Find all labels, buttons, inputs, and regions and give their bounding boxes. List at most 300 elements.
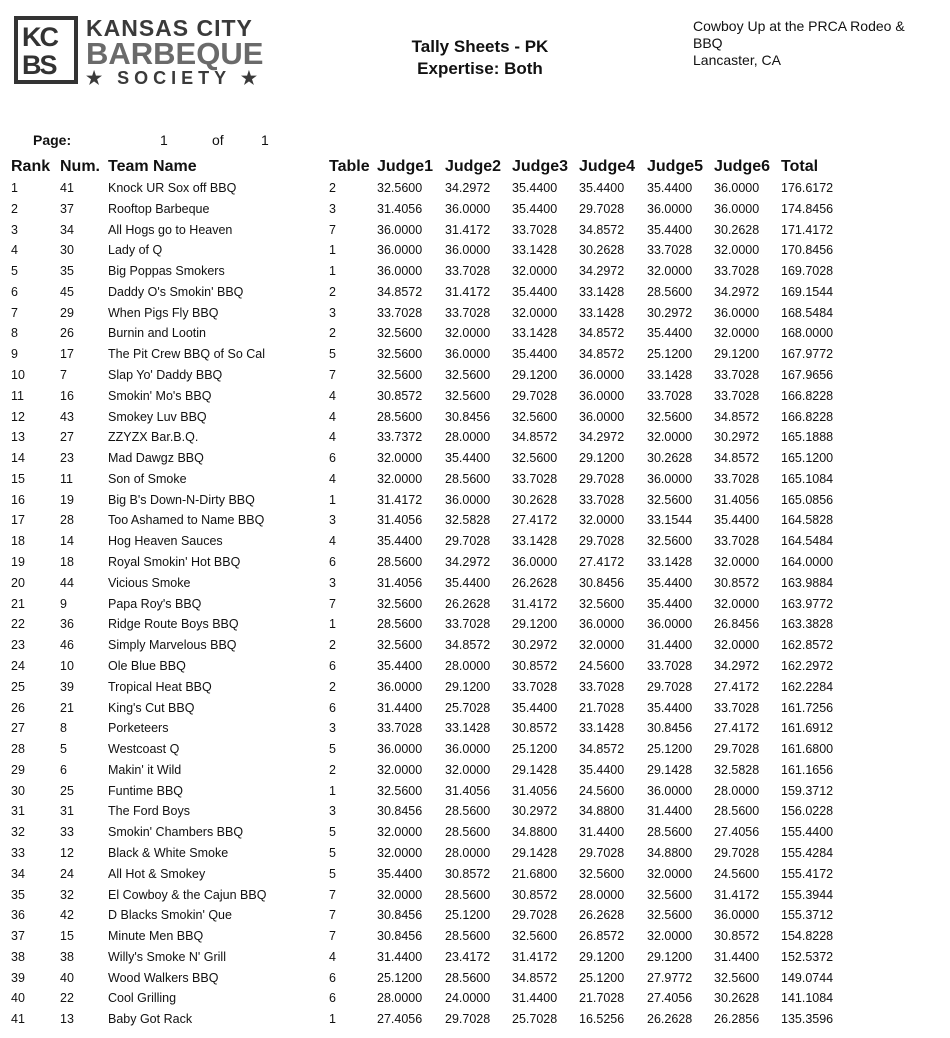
- cell-rank: 36: [11, 908, 25, 923]
- cell-table: 2: [329, 181, 336, 195]
- table-row: [0, 970, 950, 991]
- cell-j1: 28.0000: [377, 991, 423, 1006]
- cell-j2: 32.5600: [445, 368, 491, 383]
- table-row: [0, 679, 950, 700]
- cell-total: 155.3944: [781, 887, 834, 902]
- cell-j3: 30.8572: [512, 658, 558, 673]
- cell-j2: 32.0000: [445, 762, 491, 777]
- cell-table: 7: [329, 596, 336, 611]
- cell-rank: 30: [11, 783, 25, 798]
- table-row: [0, 887, 950, 908]
- cell-team: Hog Heaven Sauces: [108, 534, 223, 549]
- cell-j2: 29.7028: [445, 534, 491, 549]
- cell-num: 13: [60, 1012, 74, 1027]
- cell-team: Vicious Smoke: [108, 575, 191, 590]
- cell-total: 164.5828: [781, 513, 834, 528]
- cell-j2: 35.4400: [445, 575, 491, 590]
- cell-rank: 14: [11, 451, 25, 466]
- cell-j1: 32.0000: [377, 762, 423, 777]
- cell-j5: 35.4400: [647, 222, 693, 237]
- cell-j2: 25.7028: [445, 700, 491, 715]
- cell-j2: 36.0000: [445, 347, 491, 362]
- cell-team: Burnin and Lootin: [108, 326, 206, 341]
- cell-total: 165.1200: [781, 451, 834, 466]
- cell-rank: 19: [11, 555, 25, 570]
- cell-num: 32: [60, 887, 74, 902]
- cell-rank: 22: [11, 617, 25, 632]
- cell-j2: 34.2972: [445, 181, 491, 195]
- cell-num: 22: [60, 991, 74, 1006]
- cell-j6: 36.0000: [714, 181, 760, 195]
- cell-team: Funtime BBQ: [108, 783, 184, 798]
- cell-rank: 24: [11, 658, 25, 673]
- cell-j1: 36.0000: [377, 243, 423, 258]
- cell-j4: 30.8456: [579, 575, 625, 590]
- cell-team: Baby Got Rack: [108, 1012, 193, 1027]
- cell-j1: 27.4056: [377, 1012, 423, 1027]
- cell-team: King's Cut BBQ: [108, 700, 195, 715]
- page-current: 1: [160, 132, 168, 148]
- cell-j6: 34.2972: [714, 284, 760, 299]
- cell-j2: 28.5600: [445, 825, 491, 840]
- cell-total: 165.1084: [781, 471, 834, 486]
- cell-j4: 26.8572: [579, 929, 625, 944]
- cell-team: Rooftop Barbeque: [108, 201, 210, 216]
- table-row: [0, 637, 950, 658]
- cell-j4: 33.7028: [579, 679, 625, 694]
- cell-table: 3: [329, 575, 336, 590]
- cell-j1: 28.5600: [377, 555, 423, 570]
- table-row: [0, 492, 950, 513]
- cell-j5: 35.4400: [647, 700, 693, 715]
- table-row: [0, 180, 950, 201]
- header-num: Num.: [60, 158, 100, 175]
- kcbs-logo: [14, 16, 272, 86]
- page-total: 1: [261, 132, 269, 148]
- cell-j6: 29.7028: [714, 742, 760, 757]
- cell-rank: 23: [11, 638, 25, 653]
- cell-j5: 32.5600: [647, 887, 693, 902]
- logo-mark-bottom: BS: [22, 50, 56, 80]
- cell-j2: 24.0000: [445, 991, 491, 1006]
- cell-j4: 34.8572: [579, 326, 625, 341]
- cell-j2: 28.5600: [445, 887, 491, 902]
- cell-j4: 32.5600: [579, 596, 625, 611]
- logo-line-2: BARBEQUE: [86, 36, 264, 71]
- cell-team: Big Poppas Smokers: [108, 264, 225, 279]
- table-row: [0, 1011, 950, 1032]
- cell-table: 1: [329, 783, 336, 798]
- cell-j5: 35.4400: [647, 596, 693, 611]
- cell-team: Westcoast Q: [108, 742, 180, 757]
- cell-j3: 30.2628: [512, 492, 558, 507]
- cell-j3: 33.1428: [512, 243, 558, 258]
- cell-j1: 31.4056: [377, 513, 423, 528]
- table-row: [0, 741, 950, 762]
- cell-total: 149.0744: [781, 970, 834, 985]
- cell-j2: 28.0000: [445, 430, 491, 445]
- table-row: [0, 325, 950, 346]
- cell-j6: 24.5600: [714, 866, 760, 881]
- cell-num: 45: [60, 284, 74, 299]
- cell-table: 2: [329, 638, 336, 653]
- event-info: [693, 18, 943, 69]
- cell-j1: 31.4056: [377, 201, 423, 216]
- cell-j4: 33.1428: [579, 284, 625, 299]
- cell-total: 141.1084: [781, 991, 834, 1006]
- cell-j3: 25.1200: [512, 742, 558, 757]
- cell-table: 3: [329, 513, 336, 528]
- cell-j5: 32.5600: [647, 534, 693, 549]
- cell-rank: 41: [11, 1012, 25, 1027]
- cell-team: Tropical Heat BBQ: [108, 679, 212, 694]
- cell-num: 33: [60, 825, 74, 840]
- cell-total: 161.6800: [781, 742, 834, 757]
- cell-j2: 28.5600: [445, 970, 491, 985]
- cell-j3: 21.6800: [512, 866, 558, 881]
- table-row: [0, 783, 950, 804]
- cell-j6: 27.4172: [714, 679, 760, 694]
- cell-total: 169.1544: [781, 284, 834, 299]
- table-row: [0, 824, 950, 845]
- cell-j2: 33.7028: [445, 617, 491, 632]
- cell-j2: 29.7028: [445, 1012, 491, 1027]
- cell-j3: 25.7028: [512, 1012, 558, 1027]
- cell-rank: 38: [11, 949, 25, 964]
- cell-total: 163.9772: [781, 596, 834, 611]
- cell-j4: 26.2628: [579, 908, 625, 923]
- cell-j4: 29.1200: [579, 949, 625, 964]
- cell-j5: 33.1428: [647, 368, 693, 383]
- cell-j4: 32.5600: [579, 866, 625, 881]
- cell-num: 8: [60, 721, 67, 736]
- table-row: [0, 658, 950, 679]
- table-row: [0, 346, 950, 367]
- cell-j1: 33.7028: [377, 305, 423, 320]
- cell-table: 5: [329, 866, 336, 881]
- cell-team: When Pigs Fly BBQ: [108, 305, 219, 320]
- table-row: [0, 596, 950, 617]
- cell-j1: 32.0000: [377, 845, 423, 860]
- cell-j3: 36.0000: [512, 555, 558, 570]
- cell-j4: 36.0000: [579, 388, 625, 403]
- table-row: [0, 305, 950, 326]
- kcbs-logo-mark: [14, 16, 78, 84]
- cell-table: 4: [329, 409, 336, 424]
- cell-j6: 27.4172: [714, 721, 760, 736]
- cell-j1: 36.0000: [377, 222, 423, 237]
- cell-total: 162.2284: [781, 679, 834, 694]
- cell-team: Son of Smoke: [108, 471, 187, 486]
- cell-j1: 32.0000: [377, 471, 423, 486]
- cell-team: Slap Yo' Daddy BBQ: [108, 368, 223, 383]
- cell-j1: 30.8456: [377, 804, 423, 819]
- cell-j2: 29.1200: [445, 679, 491, 694]
- table-row: [0, 928, 950, 949]
- cell-total: 155.4400: [781, 825, 834, 840]
- cell-j6: 34.8572: [714, 451, 760, 466]
- cell-num: 17: [60, 347, 74, 362]
- cell-table: 7: [329, 368, 336, 383]
- cell-total: 171.4172: [781, 222, 834, 237]
- cell-j1: 33.7372: [377, 430, 423, 445]
- cell-j2: 33.1428: [445, 721, 491, 736]
- cell-j6: 35.4400: [714, 513, 760, 528]
- cell-team: The Ford Boys: [108, 804, 190, 819]
- cell-j3: 30.8572: [512, 721, 558, 736]
- cell-j2: 36.0000: [445, 243, 491, 258]
- cell-j5: 35.4400: [647, 326, 693, 341]
- cell-num: 26: [60, 326, 74, 341]
- cell-j2: 36.0000: [445, 492, 491, 507]
- cell-j5: 26.2628: [647, 1012, 693, 1027]
- cell-total: 155.4284: [781, 845, 834, 860]
- cell-j5: 28.5600: [647, 825, 693, 840]
- cell-j2: 30.8456: [445, 409, 491, 424]
- cell-rank: 21: [11, 596, 25, 611]
- cell-rank: 7: [11, 305, 18, 320]
- table-row: [0, 803, 950, 824]
- cell-team: Wood Walkers BBQ: [108, 970, 219, 985]
- cell-team: Daddy O's Smokin' BBQ: [108, 284, 244, 299]
- cell-j6: 32.0000: [714, 326, 760, 341]
- cell-team: Knock UR Sox off BBQ: [108, 181, 237, 195]
- cell-j4: 28.0000: [579, 887, 625, 902]
- header-total: Total: [781, 158, 819, 175]
- cell-j3: 35.4400: [512, 181, 558, 195]
- cell-j4: 34.2972: [579, 264, 625, 279]
- page-label: Page:: [33, 132, 72, 148]
- cell-total: 154.8228: [781, 929, 834, 944]
- cell-j5: 31.4400: [647, 804, 693, 819]
- cell-j2: 32.5600: [445, 388, 491, 403]
- report-title-line-1: Tally Sheets - PK: [411, 37, 549, 56]
- cell-j6: 33.7028: [714, 388, 760, 403]
- logo-line-1: KANSAS CITY: [86, 15, 253, 41]
- cell-team: All Hogs go to Heaven: [108, 222, 233, 237]
- cell-j2: 32.5828: [445, 513, 491, 528]
- cell-j2: 30.8572: [445, 866, 491, 881]
- cell-table: 5: [329, 825, 336, 840]
- header-team-name: Team Name: [108, 158, 197, 175]
- cell-team: El Cowboy & the Cajun BBQ: [108, 887, 267, 902]
- cell-rank: 4: [11, 243, 18, 258]
- table-row: [0, 700, 950, 721]
- cell-rank: 3: [11, 222, 18, 237]
- cell-j2: 34.8572: [445, 638, 491, 653]
- cell-total: 161.7256: [781, 700, 834, 715]
- cell-j6: 33.7028: [714, 264, 760, 279]
- cell-j6: 36.0000: [714, 305, 760, 320]
- cell-j4: 16.5256: [579, 1012, 625, 1027]
- header-rank: Rank: [11, 158, 51, 175]
- table-row: [0, 512, 950, 533]
- cell-j4: 34.2972: [579, 430, 625, 445]
- cell-rank: 15: [11, 471, 25, 486]
- cell-j5: 30.8456: [647, 721, 693, 736]
- table-row: [0, 616, 950, 637]
- cell-j1: 32.5600: [377, 181, 423, 195]
- cell-num: 7: [60, 368, 67, 383]
- table-row: [0, 263, 950, 284]
- cell-num: 10: [60, 658, 74, 673]
- table-row: [0, 201, 950, 222]
- table-row: [0, 388, 950, 409]
- logo-wordmark: [86, 16, 276, 88]
- cell-total: 161.6912: [781, 721, 834, 736]
- event-name-cont: BBQ: [693, 35, 723, 51]
- report-title: [380, 36, 580, 80]
- cell-j1: 32.5600: [377, 326, 423, 341]
- cell-rank: 26: [11, 700, 25, 715]
- cell-j2: 35.4400: [445, 451, 491, 466]
- cell-total: 155.3712: [781, 908, 834, 923]
- cell-j6: 33.7028: [714, 700, 760, 715]
- cell-rank: 13: [11, 430, 25, 445]
- cell-j3: 32.5600: [512, 451, 558, 466]
- cell-j4: 30.2628: [579, 243, 625, 258]
- cell-team: Smokey Luv BBQ: [108, 409, 207, 424]
- cell-table: 4: [329, 388, 336, 403]
- cell-rank: 20: [11, 575, 25, 590]
- cell-j6: 32.0000: [714, 596, 760, 611]
- table-row: [0, 222, 950, 243]
- cell-j2: 23.4172: [445, 949, 491, 964]
- cell-team: Cool Grilling: [108, 991, 177, 1006]
- cell-j5: 31.4400: [647, 638, 693, 653]
- cell-j1: 32.0000: [377, 451, 423, 466]
- cell-team: The Pit Crew BBQ of So Cal: [108, 347, 266, 362]
- table-row: [0, 367, 950, 388]
- cell-j3: 32.5600: [512, 409, 558, 424]
- cell-rank: 29: [11, 762, 25, 777]
- cell-j1: 36.0000: [377, 264, 423, 279]
- cell-j4: 36.0000: [579, 617, 625, 632]
- cell-j3: 31.4056: [512, 783, 558, 798]
- cell-table: 1: [329, 243, 336, 258]
- cell-j3: 35.4400: [512, 284, 558, 299]
- cell-j5: 33.7028: [647, 658, 693, 673]
- cell-rank: 35: [11, 887, 25, 902]
- cell-j3: 31.4172: [512, 949, 558, 964]
- cell-j2: 36.0000: [445, 742, 491, 757]
- table-row: [0, 284, 950, 305]
- cell-table: 1: [329, 264, 336, 279]
- cell-j1: 31.4400: [377, 949, 423, 964]
- cell-j1: 35.4400: [377, 534, 423, 549]
- cell-j4: 29.7028: [579, 201, 625, 216]
- cell-j4: 31.4400: [579, 825, 625, 840]
- cell-j4: 21.7028: [579, 991, 625, 1006]
- cell-team: Simply Marvelous BBQ: [108, 638, 237, 653]
- cell-j1: 25.1200: [377, 970, 423, 985]
- cell-num: 6: [60, 762, 67, 777]
- cell-table: 4: [329, 471, 336, 486]
- cell-rank: 2: [11, 201, 18, 216]
- cell-j6: 28.0000: [714, 783, 760, 798]
- cell-rank: 34: [11, 866, 25, 881]
- cell-j6: 32.0000: [714, 243, 760, 258]
- cell-j3: 35.4400: [512, 347, 558, 362]
- cell-j3: 35.4400: [512, 700, 558, 715]
- cell-j4: 27.4172: [579, 555, 625, 570]
- cell-num: 21: [60, 700, 74, 715]
- cell-j2: 28.0000: [445, 845, 491, 860]
- cell-j1: 33.7028: [377, 721, 423, 736]
- cell-j1: 34.8572: [377, 284, 423, 299]
- cell-j5: 32.0000: [647, 929, 693, 944]
- cell-j3: 33.1428: [512, 534, 558, 549]
- cell-table: 6: [329, 451, 336, 466]
- header-judge1: Judge1: [377, 158, 434, 175]
- cell-j6: 30.2628: [714, 222, 760, 237]
- cell-j5: 29.1200: [647, 949, 693, 964]
- cell-table: 5: [329, 845, 336, 860]
- cell-num: 5: [60, 742, 67, 757]
- cell-team: Minute Men BBQ: [108, 929, 204, 944]
- cell-total: 152.5372: [781, 949, 834, 964]
- cell-j6: 29.7028: [714, 845, 760, 860]
- cell-j2: 31.4172: [445, 222, 491, 237]
- cell-j1: 32.5600: [377, 638, 423, 653]
- cell-num: 42: [60, 908, 74, 923]
- table-row: [0, 554, 950, 575]
- cell-j2: 33.7028: [445, 264, 491, 279]
- cell-num: 25: [60, 783, 74, 798]
- cell-j3: 30.8572: [512, 887, 558, 902]
- header-judge4: Judge4: [579, 158, 636, 175]
- cell-j5: 36.0000: [647, 617, 693, 632]
- cell-rank: 33: [11, 845, 25, 860]
- cell-j3: 35.4400: [512, 201, 558, 216]
- cell-j1: 32.0000: [377, 887, 423, 902]
- header-judge6: Judge6: [714, 158, 771, 175]
- cell-j3: 34.8572: [512, 430, 558, 445]
- cell-j3: 34.8572: [512, 970, 558, 985]
- cell-j5: 32.5600: [647, 492, 693, 507]
- cell-team: Royal Smokin' Hot BBQ: [108, 555, 241, 570]
- cell-rank: 12: [11, 409, 25, 424]
- cell-team: Willy's Smoke N' Grill: [108, 949, 226, 964]
- cell-table: 2: [329, 284, 336, 299]
- cell-j3: 33.7028: [512, 471, 558, 486]
- cell-j2: 26.2628: [445, 596, 491, 611]
- cell-j4: 25.1200: [579, 970, 625, 985]
- cell-j6: 33.7028: [714, 534, 760, 549]
- cell-total: 167.9656: [781, 368, 834, 383]
- cell-total: 176.6172: [781, 181, 834, 195]
- cell-j5: 32.0000: [647, 264, 693, 279]
- cell-j5: 33.1428: [647, 555, 693, 570]
- cell-total: 162.2972: [781, 658, 834, 673]
- cell-total: 159.3712: [781, 783, 834, 798]
- cell-j4: 29.1200: [579, 451, 625, 466]
- cell-j5: 33.1544: [647, 513, 693, 528]
- cell-j1: 30.8456: [377, 929, 423, 944]
- cell-j3: 34.8800: [512, 825, 558, 840]
- cell-j4: 29.7028: [579, 845, 625, 860]
- cell-j3: 31.4172: [512, 596, 558, 611]
- cell-j1: 32.5600: [377, 596, 423, 611]
- cell-j1: 31.4400: [377, 700, 423, 715]
- cell-total: 170.8456: [781, 243, 834, 258]
- cell-num: 37: [60, 201, 74, 216]
- cell-rank: 32: [11, 825, 25, 840]
- cell-j5: 35.4400: [647, 181, 693, 195]
- cell-team: Porketeers: [108, 721, 169, 736]
- cell-table: 6: [329, 555, 336, 570]
- table-row: [0, 762, 950, 783]
